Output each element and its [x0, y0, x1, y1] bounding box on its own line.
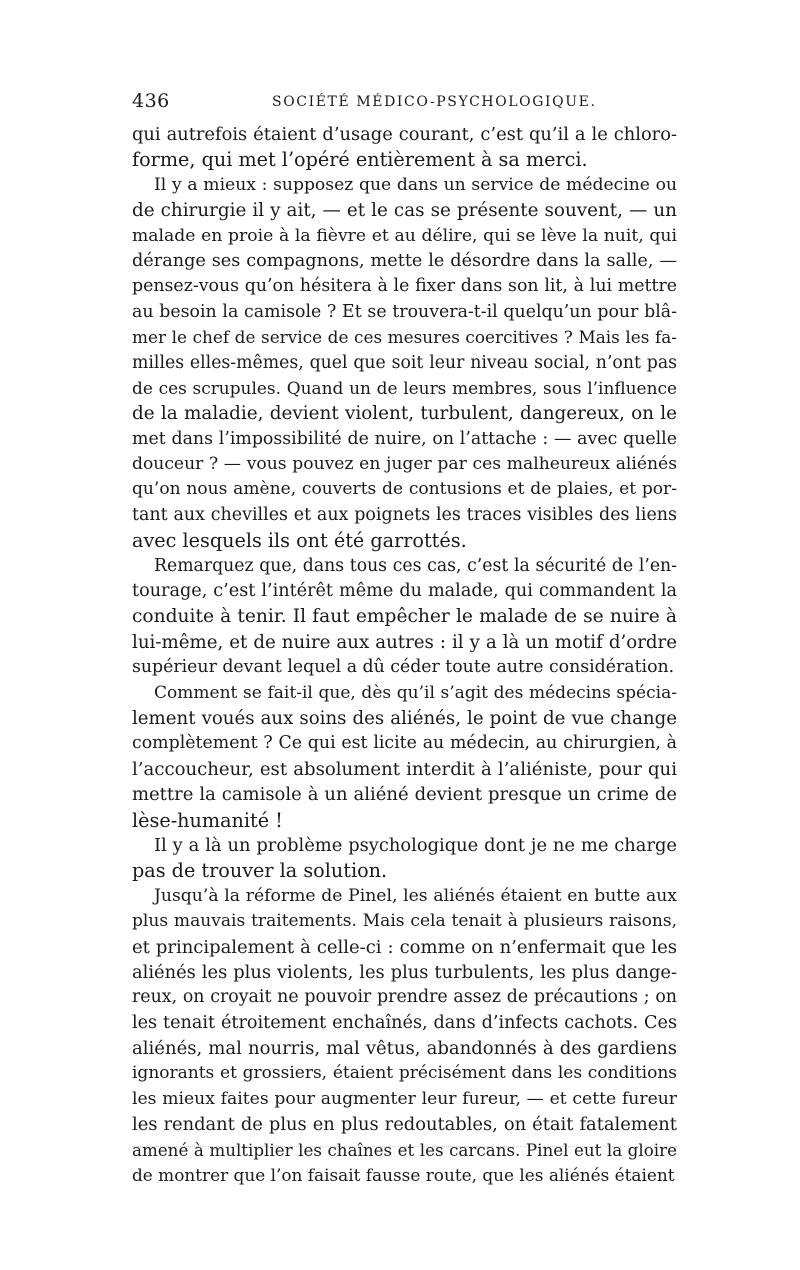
text-line: milles elles-mêmes, quel que soit leur niveau social, n’ont pas	[132, 352, 677, 373]
text-line: pensez-vous qu’on hésitera à le fixer dans son lit, à lui mettre	[132, 276, 677, 297]
text-line: de montrer que l’on faisait fausse route, que les aliénés étaient	[132, 1165, 675, 1186]
paragraph	[132, 884, 677, 1189]
text-line: qui autrefois étaient d’usage courant, c’est qu’il a le chloro-	[132, 124, 677, 145]
text-line: ignorants et grossiers, étaient précisément dans les conditions	[132, 1063, 677, 1084]
body-text	[132, 122, 677, 1188]
text-line: amené à multiplier les chaînes et les carcans. Pinel eut la gloire	[132, 1139, 677, 1160]
text-line: de la maladie, devient violent, turbulent, dangereux, on le	[132, 403, 677, 425]
text-line: malade en proie à la fièvre et au délire, qui se lève la nuit, qui	[132, 225, 677, 246]
text-line: conduite à tenir. Il faut empêcher le malade de se nuire à	[132, 606, 677, 628]
text-line: de chirurgie il y ait, — et le cas se présente souvent, — un	[132, 200, 677, 222]
text-line: les mieux faites pour augmenter leur fureur, — et cette fureur	[132, 1088, 677, 1109]
text-line: Remarquez que, dans tous ces cas, c’est la sécurité de l’en-	[154, 555, 677, 576]
paragraph	[132, 833, 677, 884]
text-line: met dans l’impossibilité de nuire, on l’attache : — avec quelle	[132, 428, 677, 449]
paragraph	[132, 173, 677, 554]
text-line: reux, on croyait ne pouvoir prendre assez de précautions ; on	[132, 987, 677, 1008]
text-line: lèse-humanité !	[132, 808, 283, 832]
text-line: mettre la camisole à un aliéné devient presque un crime de	[132, 784, 677, 806]
text-line: plus mauvais traitements. Mais cela tenait à plusieurs raisons,	[132, 911, 677, 932]
text-line: au besoin la camisole ? Et se trouvera-t-il quelqu’un pour blâ-	[132, 301, 677, 322]
text-line: les rendant de plus en plus redoutables, on était fatalement	[132, 1114, 677, 1136]
text-line: de ces scrupules. Quand un de leurs membres, sous l’influence	[132, 377, 677, 398]
text-line: tant aux chevilles et aux poignets les traces visibles des liens	[132, 504, 677, 525]
text-line: supérieur devant lequel a dû céder toute autre considération.	[132, 657, 675, 678]
text-line: douceur ? — vous pouvez en juger par ces malheureux aliénés	[132, 454, 677, 475]
text-line: complètement ? Ce qui est licite au médecin, au chirurgien, à	[132, 733, 677, 754]
text-line: avec lesquels ils ont été garrottés.	[132, 529, 467, 553]
bleed-through-line	[132, 1146, 677, 1157]
text-line: mer le chef de service de ces mesures coercitives ? Mais les fa-	[132, 327, 677, 348]
text-line: Il y a mieux : supposez que dans un service de médecine ou	[154, 174, 677, 195]
paragraph	[132, 554, 677, 681]
text-line: qu’on nous amène, couverts de contusions et de plaies, et por-	[132, 479, 677, 500]
text-line: dérange ses compagnons, mette le désordre dans la salle, —	[132, 250, 677, 271]
text-line: tourage, c’est l’intérêt même du malade, qui commandent la	[132, 581, 677, 602]
text-line: pas de trouver la solution.	[132, 859, 388, 883]
text-line: et principalement à celle-ci : comme on n’enfermait que les	[132, 936, 677, 958]
text-line: l’accoucheur, est absolument interdit à l’aliéniste, pour qui	[132, 758, 677, 780]
text-line: Comment se fait-il que, dès qu’il s’agit des médecins spécia-	[154, 682, 677, 703]
text-line: les tenait étroitement enchaînés, dans d’infects cachots. Ces	[132, 1012, 677, 1033]
text-line: lui-même, et de nuire aux autres : il y a là un motif d’ordre	[132, 631, 677, 653]
paragraph	[132, 122, 677, 173]
text-line: aliénés les plus violents, les plus turbulents, les plus dange-	[132, 961, 677, 983]
page-header	[132, 90, 677, 120]
text-line: Jusqu’à la réforme de Pinel, les aliénés étaient en butte aux	[154, 885, 677, 906]
text-line: aliénés, mal nourris, mal vêtus, abandonnés à des gardiens	[132, 1038, 677, 1060]
text-line: lement voués aux soins des aliénés, le point de vue change	[132, 707, 677, 729]
text-line: Il y a là un problème psychologique dont je ne me charge	[154, 834, 677, 856]
page-number: 436	[132, 90, 170, 112]
text-line: forme, qui met l’opéré entièrement à sa merci.	[132, 148, 588, 172]
running-head: SOCIÉTÉ MÉDICO-PSYCHOLOGIQUE.	[272, 94, 597, 110]
paragraph	[132, 681, 677, 833]
